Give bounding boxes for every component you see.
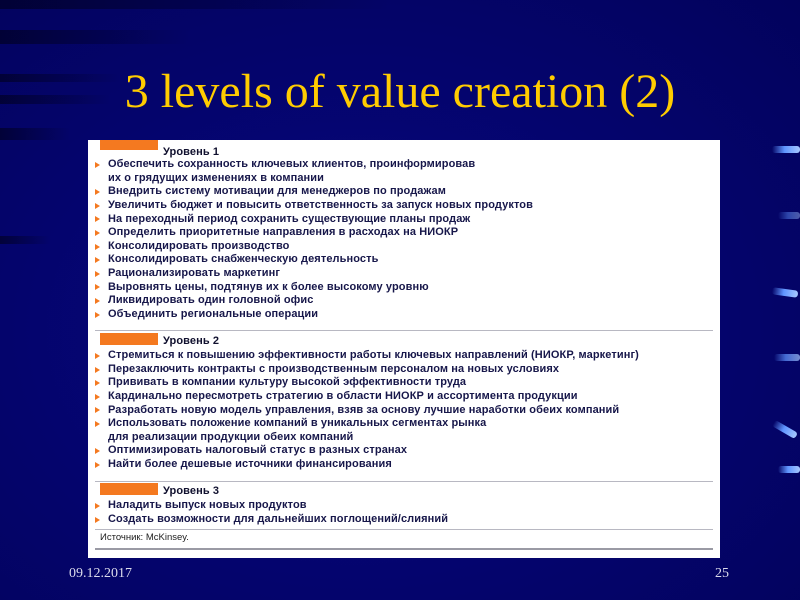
level-marker-bar — [100, 333, 158, 345]
arrow-bullet-icon — [95, 257, 100, 263]
item-text-line: Наладить выпуск новых продуктов — [108, 499, 307, 512]
item-text-line: Перезаключить контракты с производственным персоналом на новых условиях — [108, 362, 560, 375]
arrow-bullet-icon — [95, 380, 100, 386]
list-item — [88, 417, 720, 444]
item-text-line: Разработать новую модель управления, взяв за основу лучшие наработки обеих компаний — [108, 403, 620, 416]
level-1-label: Уровень 1 — [163, 145, 220, 158]
arrow-bullet-icon — [95, 230, 100, 236]
list-item — [88, 240, 720, 254]
level-marker-bar — [100, 140, 158, 150]
item-text-line: Внедрить систему мотивации для менеджеров по продажам — [108, 185, 446, 198]
arrow-bullet-icon — [95, 517, 100, 523]
slide-page-number: 25 — [715, 566, 729, 581]
list-item — [88, 158, 720, 185]
decorative-streak — [0, 0, 390, 9]
list-item — [88, 267, 720, 281]
item-text-line: Стремиться к повышению эффективности работы ключевых направлений (НИОКР, маркетинг) — [108, 349, 639, 362]
item-text-line: Объединить региональные операции — [108, 307, 319, 320]
arrow-bullet-icon — [95, 421, 100, 427]
arrow-bullet-icon — [95, 407, 100, 413]
item-text-line: На переходный период сохранить существующие планы продаж — [108, 212, 471, 225]
list-item — [88, 499, 720, 513]
item-text-line: Прививать в компании культуру высокой эффективности труда — [108, 376, 467, 389]
item-text-line: Консолидировать снабженческую деятельность — [108, 253, 379, 266]
arrow-bullet-icon — [95, 367, 100, 373]
level-2-list — [88, 349, 720, 471]
arrow-bullet-icon — [95, 353, 100, 359]
arrow-bullet-icon — [95, 503, 100, 509]
arrow-bullet-icon — [95, 162, 100, 168]
list-item — [88, 199, 720, 213]
list-item — [88, 185, 720, 199]
list-item — [88, 294, 720, 308]
item-text-line: Обеспечить сохранность ключевых клиентов, проинформировав — [108, 158, 476, 171]
list-item — [88, 363, 720, 377]
level-1-list — [88, 158, 720, 321]
item-text-line: Оптимизировать налоговый статус в разных странах — [108, 444, 408, 457]
decorative-glint — [774, 354, 800, 361]
arrow-bullet-icon — [95, 189, 100, 195]
list-item — [88, 404, 720, 418]
decorative-glint — [772, 420, 798, 439]
item-text-line: Ликвидировать один головной офис — [108, 294, 314, 307]
list-item — [88, 376, 720, 390]
item-text-line: Выровнять цены, подтянув их к более высокому уровню — [108, 280, 429, 293]
item-text-line: Увеличить бюджет и повысить ответственность за запуск новых продуктов — [108, 198, 533, 211]
arrow-bullet-icon — [95, 203, 100, 209]
list-item — [88, 513, 720, 527]
arrow-bullet-icon — [95, 244, 100, 250]
divider — [95, 330, 713, 331]
item-text-line: Найти более дешевые источники финансирования — [108, 457, 392, 470]
list-item — [88, 308, 720, 322]
list-item — [88, 458, 720, 472]
level-3-label: Уровень 3 — [163, 484, 220, 497]
level-3-list — [88, 499, 720, 526]
item-text-line: Консолидировать производство — [108, 239, 290, 252]
decorative-streak — [0, 128, 70, 140]
decorative-streak — [0, 30, 190, 44]
item-text-line: Определить приоритетные направления в расходах на НИОКР — [108, 226, 459, 239]
arrow-bullet-icon — [95, 271, 100, 277]
arrow-bullet-icon — [95, 298, 100, 304]
item-text-line: Рационализировать маркетинг — [108, 266, 281, 279]
list-item — [88, 213, 720, 227]
arrow-bullet-icon — [95, 312, 100, 318]
arrow-bullet-icon — [95, 462, 100, 468]
source-note: Источник: McKinsey. — [100, 531, 189, 543]
list-item — [88, 253, 720, 267]
item-text-line: Использовать положение компаний в уникальных сегментах рынка — [108, 417, 487, 430]
item-text-line: для реализации продукции обеих компаний — [108, 430, 354, 443]
level-marker-bar — [100, 483, 158, 495]
content-figure — [88, 140, 720, 558]
item-text-line: их о грядущих изменениях в компании — [108, 171, 325, 184]
list-item — [88, 281, 720, 295]
arrow-bullet-icon — [95, 448, 100, 454]
list-item — [88, 349, 720, 363]
list-item — [88, 390, 720, 404]
item-text-line: Создать возможности для дальнейших поглощений/слияний — [108, 512, 449, 525]
slide-title: 3 levels of value creation (2) — [124, 65, 676, 118]
decorative-glint — [778, 466, 800, 473]
arrow-bullet-icon — [95, 216, 100, 222]
list-item — [88, 444, 720, 458]
arrow-bullet-icon — [95, 284, 100, 290]
bottom-rule — [95, 548, 713, 550]
arrow-bullet-icon — [95, 394, 100, 400]
decorative-glint — [772, 287, 799, 298]
level-2-label: Уровень 2 — [163, 334, 220, 347]
slide-date: 09.12.2017 — [69, 566, 132, 581]
list-item — [88, 226, 720, 240]
decorative-glint — [778, 212, 800, 219]
divider — [95, 481, 713, 482]
decorative-streak — [0, 236, 50, 244]
item-text-line: Кардинально пересмотреть стратегию в области НИОКР и ассортимента продукции — [108, 389, 578, 402]
decorative-glint — [772, 146, 800, 153]
